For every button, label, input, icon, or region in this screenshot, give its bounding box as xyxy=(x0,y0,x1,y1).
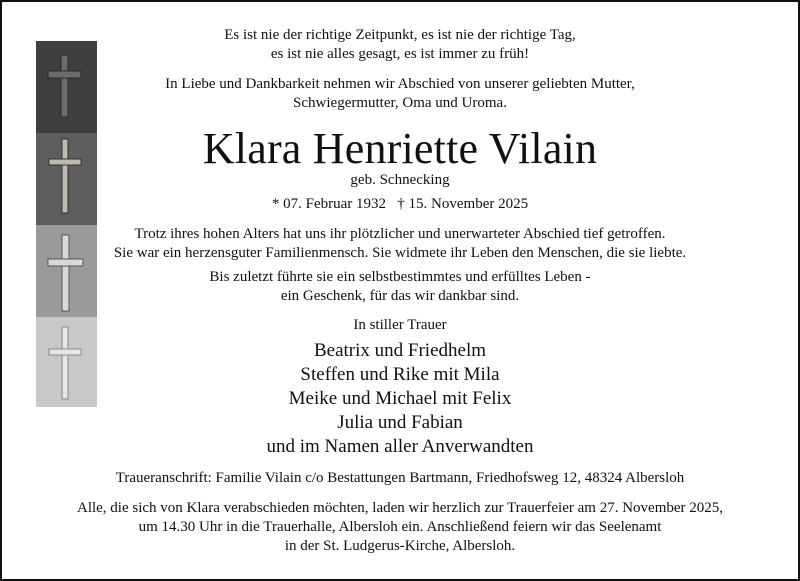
deceased-name: Klara Henriette Vilain xyxy=(202,124,598,173)
mourner-name: Beatrix und Friedhelm xyxy=(313,340,487,361)
mourner-name: Meike und Michael mit Felix xyxy=(288,388,512,409)
intro-line-1: In Liebe und Dankbarkeit nehmen wir Abschied von unserer geliebten Mutter, xyxy=(165,76,635,92)
mourner-name: und im Namen aller Anverwandten xyxy=(266,436,534,457)
life-dates: * 07. Februar 1932 † 15. November 2025 xyxy=(271,196,529,212)
ceremony-line-3: in der St. Ludgerus-Kirche, Albersloh. xyxy=(284,538,516,554)
tribute-line-3: Bis zuletzt führte sie ein selbstbestimmtes und erfülltes Leben - xyxy=(209,269,591,285)
ceremony-line-1: Alle, die sich von Klara verabschieden möchten, laden wir herzlich zur Trauerfeier am 27. November 2025, xyxy=(76,500,724,516)
tribute-line-1: Trotz ihres hohen Alters hat uns ihr plötzlicher und unerwarteter Abschied tief getroffen. xyxy=(134,226,666,242)
mourning-address: Traueranschrift: Familie Vilain c/o Bestattungen Bartmann, Friedhofsweg 12, 48324 Albersloh xyxy=(115,470,685,486)
tribute-line-4: ein Geschenk, für das wir dankbar sind. xyxy=(280,288,520,304)
mourner-name: Julia und Fabian xyxy=(337,412,463,433)
tribute-line-2: Sie war ein herzensguter Familienmensch. Sie widmete ihr Leben den Menschen, die sie liebte. xyxy=(113,245,687,261)
ceremony-line-2: um 14.30 Uhr in die Trauerhalle, Albersloh ein. Anschließend feiern wir das Seelenamt xyxy=(138,519,662,535)
birth-name: geb. Schnecking xyxy=(350,172,450,188)
mourners-heading: In stiller Trauer xyxy=(353,317,447,333)
mourner-name: Steffen und Rike mit Mila xyxy=(300,364,500,385)
motto-line-1: Es ist nie der richtige Zeitpunkt, es ist nie der richtige Tag, xyxy=(224,27,576,43)
intro-line-2: Schwiegermutter, Oma und Uroma. xyxy=(293,95,507,111)
motto-line-2: es ist nie alles gesagt, es ist immer zu früh! xyxy=(270,46,530,62)
